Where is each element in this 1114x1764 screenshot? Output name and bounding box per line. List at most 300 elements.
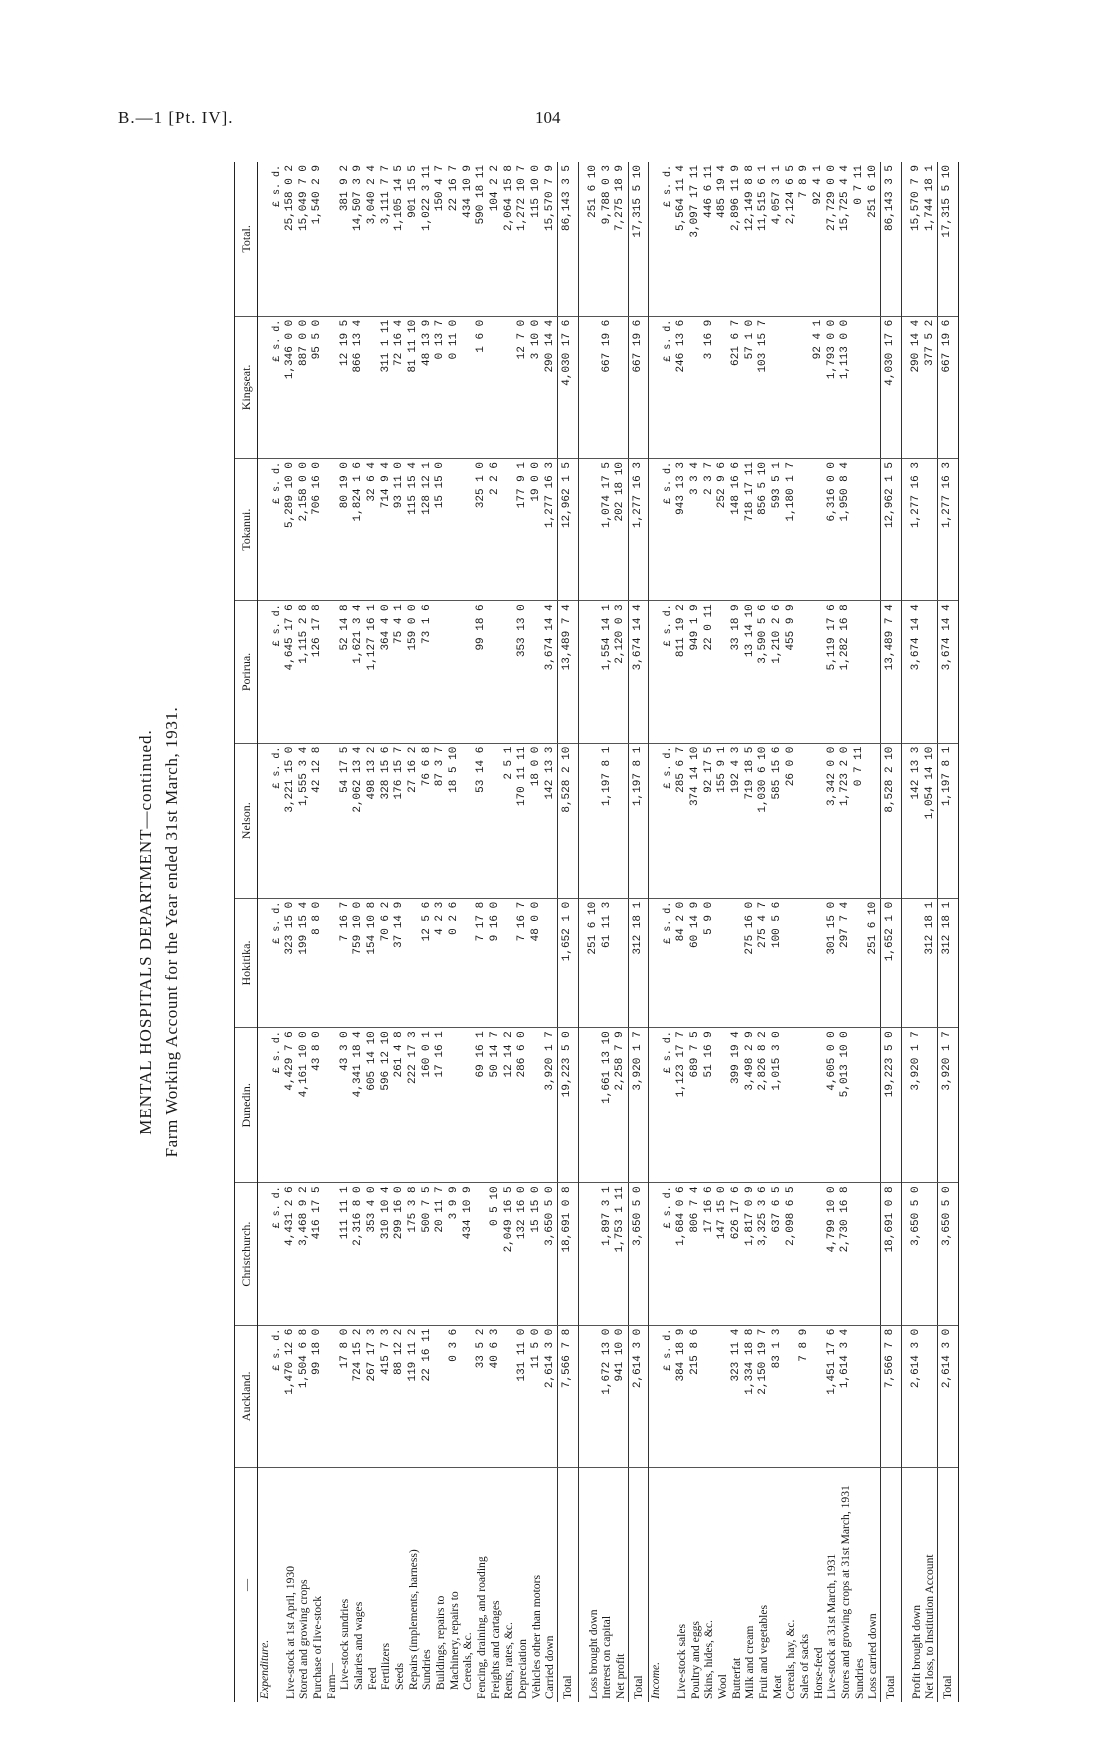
table-row [366,162,380,1702]
units-row [663,162,675,1702]
cell-value: 192 4 3 [730,743,744,898]
cell-value: 87 3 7 [434,743,448,898]
cell-value: 811 19 2 [675,601,689,743]
cell-value: 374 14 10 [689,743,703,898]
cell-value: 12 7 0 [516,316,530,458]
row-label: Wool [715,1674,729,1699]
cell-value: £ s. d. [663,316,675,458]
units-row [272,162,284,1702]
cell-value: 202 18 10 [614,459,628,601]
page-number: 104 [535,108,561,127]
page-reference: B.—1 [Pt. IV]. [118,108,234,127]
cell-value: 15,570 7 9 [910,162,924,316]
table-row [839,162,853,1702]
cell-value: 500 7 5 [420,1183,434,1325]
cell-value: 1,272 10 7 [516,162,530,316]
cell-value [325,898,339,1027]
cell-value: 25,158 0 2 [284,162,298,316]
column-header-auckland: Auckland. [235,1325,258,1467]
cell-value: 5,119 17 6 [825,601,839,743]
cell-value [587,1028,601,1183]
cell-value [530,1028,544,1183]
cell-value [812,743,826,898]
cell-value [689,316,703,458]
cell-value [923,1028,937,1183]
cell-value: 286 6 0 [516,1028,530,1183]
cell-value: 2 3 7 [702,459,716,601]
cell-value: 95 5 0 [311,316,325,458]
cell-value: 19,223 5 0 [880,1028,901,1183]
cell-value: 866 13 4 [352,316,366,458]
cell-value: 1,127 16 1 [366,601,380,743]
cell-value: 1,197 8 1 [628,743,649,898]
cell-value: 93 11 0 [393,459,407,601]
cell-value [502,898,516,1027]
cell-value: 15 15 0 [530,1183,544,1325]
cell-value: 2,124 6 5 [784,162,798,316]
cell-value: 1,451 17 6 [825,1325,839,1467]
cell-value [578,1028,587,1183]
cell-value [901,316,910,458]
row-label: Salaries and wages [351,1601,365,1690]
cell-value: 301 15 0 [825,898,839,1027]
cell-value: 3,650 5 0 [628,1183,649,1325]
cell-value: 83 1 3 [771,1325,785,1467]
cell-value: 1,504 6 8 [297,1325,311,1467]
cell-value: 17,315 5 10 [628,162,649,316]
cell-value: 353 13 0 [516,601,530,743]
cell-value [798,459,812,601]
cell-value: 76 6 8 [420,743,434,898]
cell-value: 3,674 14 4 [937,601,958,743]
cell-value: 92 4 1 [812,316,826,458]
cell-value: 1,197 8 1 [937,743,958,898]
row-label: Stored and growing crops [297,1579,311,1699]
cell-value [258,459,272,601]
cell-value: 3,650 5 0 [543,1183,557,1325]
cell-value [489,743,503,898]
cell-value: 3,111 7 7 [379,162,393,316]
section-heading [649,162,663,1702]
cell-value [901,898,910,1027]
cell-value [866,459,880,601]
table-row [325,162,339,1702]
cell-value: 434 10 9 [461,1183,475,1325]
table-row [757,162,771,1702]
column-header-tokanui: Tokanui. [235,459,258,601]
cell-value: 19,223 5 0 [558,1028,579,1183]
cell-value [258,898,272,1027]
row-label: Sundries [852,1658,866,1699]
row-label: Live-stock sales [674,1623,688,1699]
cell-value: 2,826 8 2 [757,1028,771,1183]
cell-value: 0 7 11 [853,162,867,316]
cell-value: 7 17 8 [475,898,489,1027]
cell-value: 0 5 10 [489,1183,503,1325]
cell-value: 100 5 6 [771,898,785,1027]
cell-value: 159 0 0 [407,601,421,743]
cell-value: 759 10 0 [352,898,366,1027]
document-title: MENTAL HOSPITALS DEPARTMENT—continued. [136,729,155,1135]
cell-value [461,743,475,898]
cell-value: 22 0 11 [702,601,716,743]
cell-value: 27 16 2 [407,743,421,898]
cell-value: 92 17 5 [702,743,716,898]
cell-value: 53 14 6 [475,743,489,898]
cell-value: 2,150 19 7 [757,1325,771,1467]
cell-value [853,316,867,458]
row-label: Loss carried down [866,1613,880,1699]
cell-value: 15,570 7 9 [543,162,557,316]
table-row [798,162,812,1702]
cell-value [448,601,462,743]
cell-value [923,1183,937,1325]
cell-value: 92 4 1 [812,162,826,316]
cell-value: 251 6 10 [587,162,601,316]
cell-value: 299 16 0 [393,1183,407,1325]
row-label: Fruit and vegetables [756,1604,770,1699]
cell-value: 1,180 1 7 [784,459,798,601]
cell-value: 1,824 1 6 [352,459,366,601]
cell-value: 1,123 17 7 [675,1028,689,1183]
cell-value [502,459,516,601]
total-row [628,162,649,1702]
cell-value: 415 7 3 [379,1325,393,1467]
cell-value: 60 14 9 [689,898,703,1027]
cell-value [798,1028,812,1183]
row-label [578,1468,587,1703]
cell-value: 251 6 10 [866,898,880,1027]
cell-value: £ s. d. [663,1028,675,1183]
table-row [448,162,462,1702]
cell-value [798,1183,812,1325]
cell-value: 147 15 0 [716,1183,730,1325]
row-label [901,1468,910,1703]
cell-value: 637 6 5 [771,1183,785,1325]
row-label: Horse-feed [811,1647,825,1699]
cell-value: 943 13 3 [675,459,689,601]
cell-value [812,459,826,601]
cell-value: 323 15 0 [284,898,298,1027]
cell-value: 18 0 0 [530,743,544,898]
cell-value: 4,799 10 0 [825,1183,839,1325]
cell-value [258,601,272,743]
cell-value: 328 15 6 [379,743,393,898]
row-label: Cereals, &c. [461,1632,475,1690]
cell-value: 126 17 8 [311,601,325,743]
cell-value: 12 14 2 [502,1028,516,1183]
cell-value: 446 6 11 [702,162,716,316]
cell-value: 2,258 7 9 [614,1028,628,1183]
cell-value [901,1183,910,1325]
cell-value: 12,962 1 5 [558,459,579,601]
cell-value: 667 19 6 [937,316,958,458]
cell-value: 43 8 0 [311,1028,325,1183]
row-label: Expenditure. [258,1639,272,1699]
cell-value: 2,614 3 0 [937,1325,958,1467]
cell-value: 2,120 0 3 [614,601,628,743]
cell-value [853,601,867,743]
table-row [702,162,716,1702]
cell-value [649,601,663,743]
cell-value: £ s. d. [663,1183,675,1325]
cell-value: £ s. d. [272,1028,284,1183]
cell-value: 1,793 0 0 [825,316,839,458]
cell-value [489,601,503,743]
rotated-table-region [118,162,1103,1702]
cell-value [578,459,587,601]
cell-value [578,743,587,898]
cell-value: 3,221 15 0 [284,743,298,898]
cell-value: 4,645 17 6 [284,601,298,743]
cell-value: 377 5 2 [923,316,937,458]
cell-value: 3,325 3 6 [757,1183,771,1325]
cell-value [258,743,272,898]
cell-value: 104 2 2 [489,162,503,316]
cell-value: 12 19 5 [338,316,352,458]
cell-value: 148 16 6 [730,459,744,601]
cell-value [614,743,628,898]
cell-value: 718 17 11 [743,459,757,601]
cell-value: 11 5 0 [530,1325,544,1467]
cell-value: 3,097 17 11 [689,162,703,316]
cell-value: 4 2 3 [434,898,448,1027]
table-row [284,162,298,1702]
cell-value [798,316,812,458]
cell-value: 1,277 16 3 [910,459,924,601]
cell-value [649,743,663,898]
cell-value: 3,920 1 7 [543,1028,557,1183]
table-row [866,162,880,1702]
cell-value: 142 13 3 [910,743,924,898]
cell-value: 4,057 3 1 [771,162,785,316]
cell-value [325,743,339,898]
cell-value: 154 10 8 [366,898,380,1027]
cell-value: 51 16 9 [702,1028,716,1183]
cell-value [407,898,421,1027]
cell-value: 177 9 1 [516,459,530,601]
cell-value [502,1325,516,1467]
cell-value: 32 6 4 [366,459,380,601]
table-row [489,162,503,1702]
cell-value [448,1028,462,1183]
cell-value: 54 17 5 [338,743,352,898]
cell-value [258,1183,272,1325]
cell-value [649,459,663,601]
cell-value: 222 17 3 [407,1028,421,1183]
cell-value: 1,022 3 11 [420,162,434,316]
cell-value [502,601,516,743]
cell-value [866,601,880,743]
cell-value [923,601,937,743]
cell-value: 252 9 6 [716,459,730,601]
cell-value [866,1183,880,1325]
cell-value: 2,614 3 0 [628,1325,649,1467]
cell-value: 689 7 5 [689,1028,703,1183]
cell-value: 267 17 3 [366,1325,380,1467]
row-label: Sundries [420,1649,434,1690]
cell-value [730,898,744,1027]
cell-value: 17,315 5 10 [937,162,958,316]
cell-value: 12,149 8 8 [743,162,757,316]
cell-value [853,1028,867,1183]
table-row [743,162,757,1702]
table-row [812,162,826,1702]
cell-value: 17 16 6 [702,1183,716,1325]
cell-value [901,459,910,601]
cell-value [649,1325,663,1467]
table-row [689,162,703,1702]
cell-value: 311 1 11 [379,316,393,458]
cell-value [543,898,557,1027]
cell-value: 176 15 7 [393,743,407,898]
cell-value: 75 4 1 [393,601,407,743]
cell-value: 1,744 18 1 [923,162,937,316]
cell-value [587,459,601,601]
total-row [937,162,958,1702]
cell-value: 667 19 6 [628,316,649,458]
cell-value: 949 1 9 [689,601,703,743]
cell-value: 175 3 8 [407,1183,421,1325]
cell-value: 0 7 11 [853,743,867,898]
cell-value [798,898,812,1027]
cell-value [489,316,503,458]
cell-value: £ s. d. [663,459,675,601]
cell-value [461,316,475,458]
cell-value [716,316,730,458]
cell-value: 1,652 1 0 [880,898,901,1027]
row-label: Farm— [324,1662,338,1699]
row-label: Poultry and eggs [688,1621,702,1699]
cell-value: 1,282 16 8 [839,601,853,743]
column-header-nelson: Nelson. [235,743,258,898]
row-label: Total [880,1468,901,1703]
cell-value: 14,507 3 9 [352,162,366,316]
cell-value [649,162,663,316]
row-label: Buildings, repairs to [434,1595,448,1690]
cell-value [461,1325,475,1467]
table-row [393,162,407,1702]
cell-value: 132 16 0 [516,1183,530,1325]
cell-value: £ s. d. [272,743,284,898]
row-label: Feed [365,1667,379,1690]
cell-value [798,743,812,898]
cell-value: 626 17 6 [730,1183,744,1325]
cell-value [853,1325,867,1467]
cell-value: 111 11 1 [338,1183,352,1325]
cell-value: 887 0 0 [297,316,311,458]
cell-value: 18,691 0 8 [558,1183,579,1325]
table-row [297,162,311,1702]
cell-value: 714 9 4 [379,459,393,601]
cell-value: 13,489 7 4 [558,601,579,743]
cell-value: 88 12 2 [393,1325,407,1467]
cell-value: 2,062 13 4 [352,743,366,898]
cell-value: 246 13 6 [675,316,689,458]
cell-value: 2 5 1 [502,743,516,898]
cell-value: 15,049 7 0 [297,162,311,316]
cell-value: 3,498 2 9 [743,1028,757,1183]
cell-value: 1,554 14 1 [600,601,614,743]
cell-value [325,316,339,458]
cell-value: 86,143 3 5 [558,162,579,316]
table-row [461,162,475,1702]
table-row [475,162,489,1702]
cell-value: 43 3 0 [338,1028,352,1183]
cell-value: 0 11 0 [448,316,462,458]
cell-value: 285 6 7 [675,743,689,898]
row-label: Interest on capital [600,1615,614,1699]
cell-value: 275 4 7 [757,898,771,1027]
cell-value: 593 5 1 [771,459,785,601]
spacer-row [901,162,910,1702]
cell-value: 17 8 0 [338,1325,352,1467]
cell-value: 15,725 4 4 [839,162,853,316]
cell-value: 8,528 2 10 [558,743,579,898]
cell-value: 5,289 10 0 [284,459,298,601]
cell-value: 48 0 0 [530,898,544,1027]
cell-value [578,898,587,1027]
cell-value: 1 6 0 [475,316,489,458]
cell-value: 72 16 4 [393,316,407,458]
cell-value: 1,950 8 4 [839,459,853,601]
table-row [420,162,434,1702]
cell-value [901,1325,910,1467]
cell-value [461,1028,475,1183]
table-row [923,162,937,1702]
cell-value: 2,316 8 0 [352,1183,366,1325]
cell-value [649,898,663,1027]
cell-value: 3,342 0 0 [825,743,839,898]
cell-value: 1,723 2 0 [839,743,853,898]
cell-value: 215 8 6 [689,1325,703,1467]
cell-value: 667 19 6 [600,316,614,458]
cell-value: 131 11 0 [516,1325,530,1467]
cell-value: 1,897 3 1 [600,1183,614,1325]
cell-value: 251 6 10 [866,162,880,316]
cell-value: 7,566 7 8 [880,1325,901,1467]
cell-value [258,162,272,316]
cell-value: 15 15 0 [434,459,448,601]
cell-value: 455 9 9 [784,601,798,743]
cell-value: 310 10 4 [379,1183,393,1325]
cell-value: £ s. d. [272,601,284,743]
cell-value: 199 15 4 [297,898,311,1027]
cell-value: 297 7 4 [839,898,853,1027]
cell-value: 1,054 14 10 [923,743,937,898]
cell-value [901,601,910,743]
cell-value: 22 16 11 [420,1325,434,1467]
row-label: Repairs (implements, harness) [406,1549,420,1690]
cell-value: 1,672 13 0 [600,1325,614,1467]
table-row [379,162,393,1702]
row-label: Total [937,1468,958,1703]
cell-value: 1,030 6 10 [757,743,771,898]
cell-value: 3,040 2 4 [366,162,380,316]
cell-value: 128 12 1 [420,459,434,601]
cell-value: 2,896 11 9 [730,162,744,316]
cell-value: 1,105 14 5 [393,162,407,316]
cell-value: £ s. d. [272,1325,284,1467]
cell-value: 605 14 10 [366,1028,380,1183]
cell-value: 381 9 2 [338,162,352,316]
cell-value: 590 18 11 [475,162,489,316]
row-label: Fencing, draining, and roading [475,1556,489,1699]
cell-value: 4,030 17 6 [558,316,579,458]
cell-value: 3,920 1 7 [937,1028,958,1183]
cell-value: 27,729 0 0 [825,162,839,316]
cell-value: 86,143 3 5 [880,162,901,316]
